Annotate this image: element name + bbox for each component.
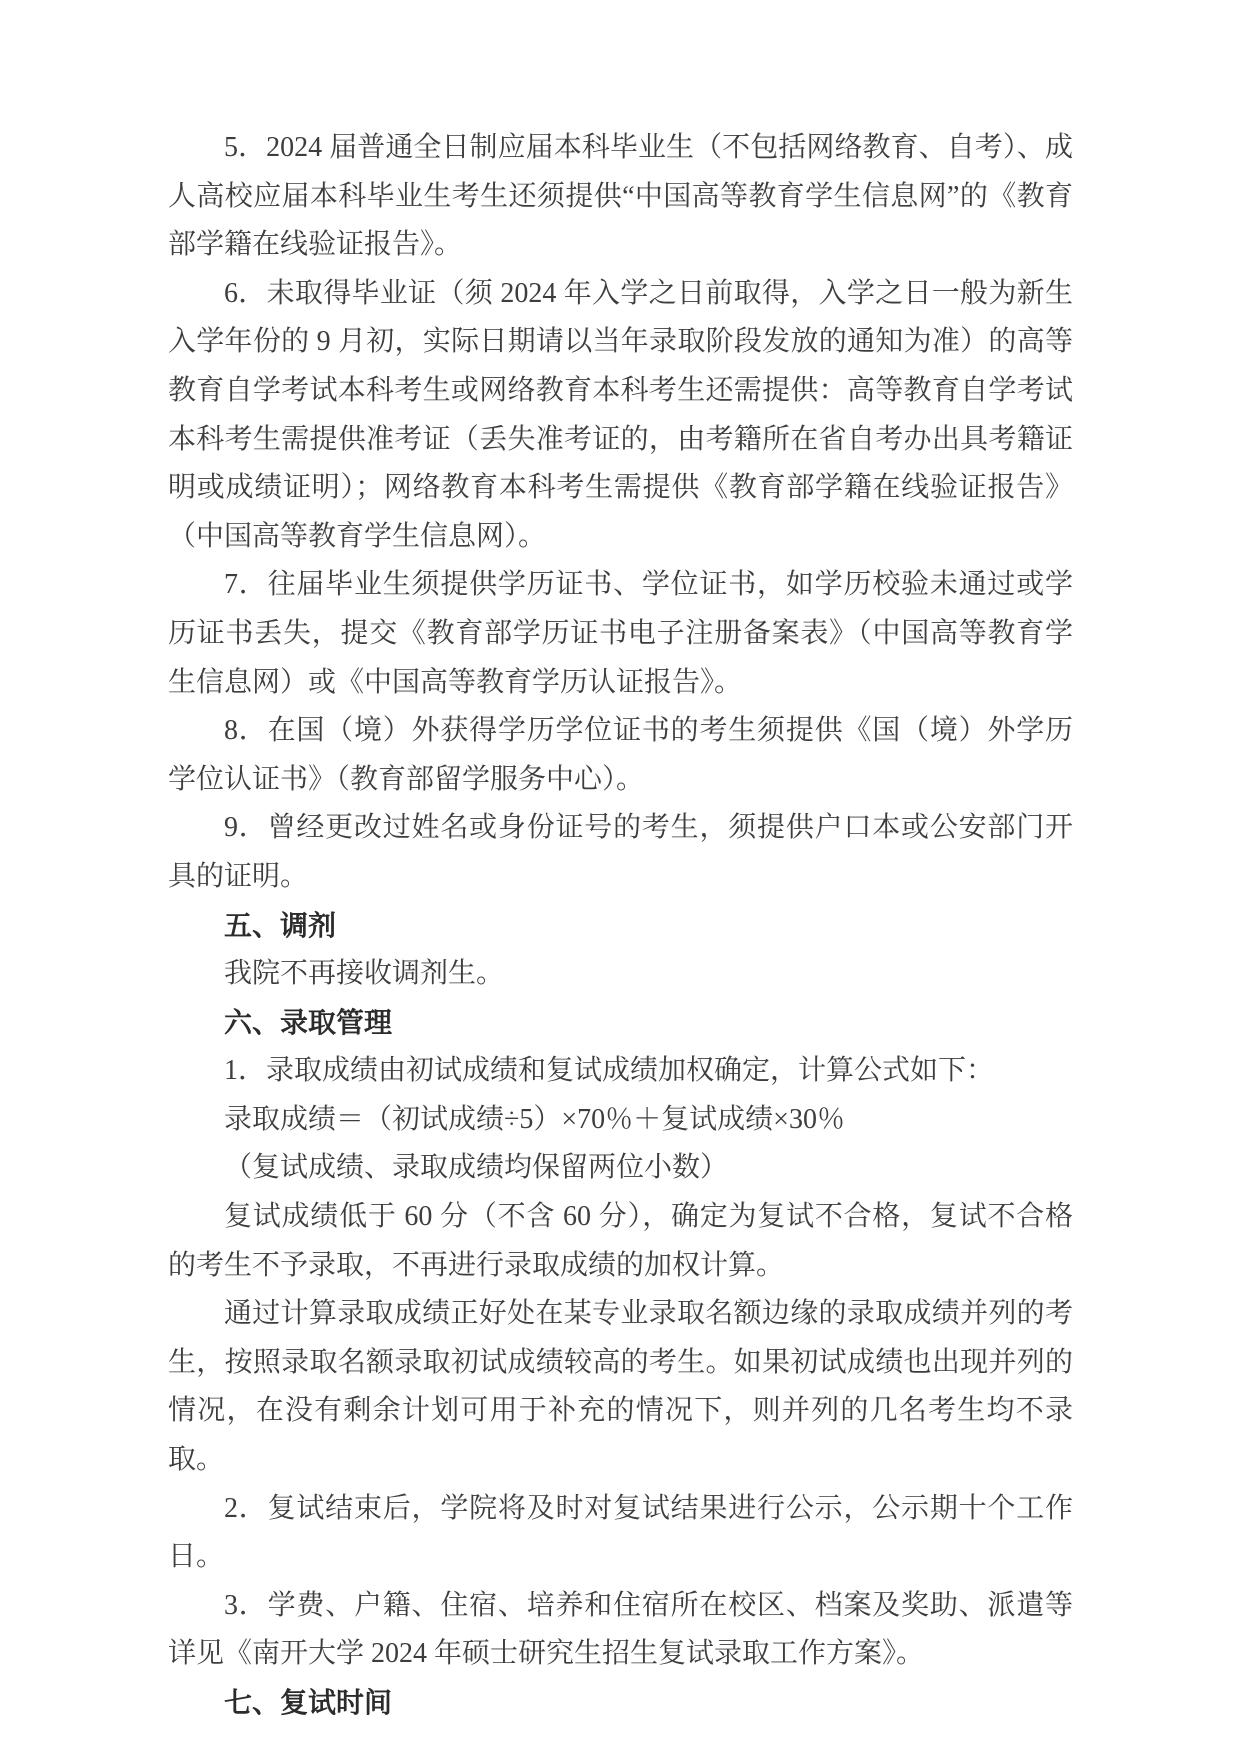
para-5-fulltime-graduates: 5．2024 届普通全日制应届本科毕业生（不包括网络教育、自考）、成人高校应届本科毕业生考生还须提供“中国高等教育学生信息网”的《教育部学籍在线验证报告》。 (168, 132, 1073, 261)
section-heading-transfer: 五、调剂 (224, 909, 337, 941)
para-retest-fail-rule: 复试成绩低于 60 分（不含 60 分），确定为复试不合格，复试不合格的考生不予录取，不再进行录取成绩的加权计算。 (168, 1201, 1073, 1281)
para-admission-formula: 录取成绩＝（初试成绩÷5）×70％＋复试成绩×30％ (224, 1103, 845, 1135)
section-heading-retest-time: 七、复试时间 (224, 1687, 393, 1718)
para-fees-and-details: 3．学费、户籍、住宿、培养和住宿所在校区、档案及奖助、派遣等详见《南开大学 2024 年硕士研究生招生复试录取工作方案》。 (168, 1589, 1073, 1670)
para-score-precision-note: （复试成绩、录取成绩均保留两位小数） (224, 1152, 729, 1184)
para-7-previous-graduates: 7．往届毕业生须提供学历证书、学位证书，如学历校验未通过或学历证书丢失，提交《教育部学历证书电子注册备案表》（中国高等教育学生信息网）或《中国高等教育学历认证报告》。 (168, 569, 1073, 698)
para-result-publicity: 2．复试结束后，学院将及时对复试结果进行公示，公示期十个工作日。 (168, 1492, 1073, 1573)
section-heading-admission: 六、录取管理 (224, 1006, 393, 1038)
para-8-overseas-degree: 8．在国（境）外获得学历学位证书的考生须提供《国（境）外学历学位认证书》（教育部留学服务中心）。 (168, 715, 1073, 795)
para-6-no-diploma-yet: 6．未取得毕业证（须 2024 年入学之日前取得，入学之日一般为新生入学年份的 9 月初，实际日期请以当年录取阶段发放的通知为准）的高等教育自学考试本科考生或网络教育本科考生还需提供：高等教育自学考试本科考生需提供准考证（丢失准考证的，由考籍所在省自考办出具考籍证明或成绩证明）；网络教育本科考生需提供《教育部学籍在线验证报告》（中国高等教育学生信息网）。 (168, 277, 1073, 552)
document-body (168, 124, 1073, 1728)
para-9-name-change: 9．曾经更改过姓名或身份证号的考生，须提供户口本或公安部门开具的证明。 (168, 812, 1073, 892)
para-tie-breaking-rule: 通过计算录取成绩正好处在某专业录取名额边缘的录取成绩并列的考生，按照录取名额录取初试成绩较高的考生。如果初试成绩也出现并列的情况，在没有剩余计划可用于补充的情况下，则并列的几名考生均不录取。 (168, 1298, 1073, 1476)
para-no-transfer-students: 我院不再接收调剂生。 (224, 958, 505, 990)
para-admission-score-rule: 1．录取成绩由初试成绩和复试成绩加权确定，计算公式如下： (224, 1055, 995, 1087)
